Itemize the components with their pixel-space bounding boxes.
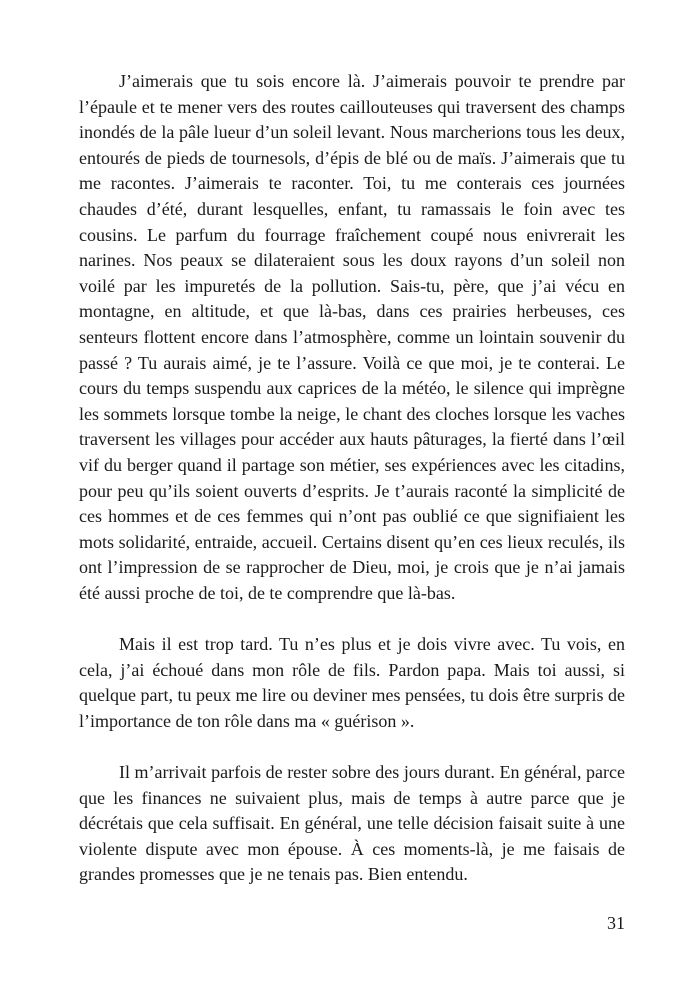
paragraph-3: Il m’arrivait parfois de rester sobre des jours durant. En général, parce que les finances ne suivaient plus, mais de temps à autre parce que je décrétais que cela suffisait. En général, une telle décision faisait suite à une violente dispute avec mon épouse. À ces moments-là, je me faisais de grandes promesses que je ne tenais pas. Bien entendu. [79, 762, 625, 885]
page-number: 31 [607, 913, 625, 933]
paragraph-1: J’aimerais que tu sois encore là. J’aimerais pouvoir te prendre par l’épaule et te mener vers des routes caillouteuses qui traversent des champs inondés de la pâle lueur d’un soleil levant. Nous marcherions tous les deux, entourés de pieds de tournesols, d’épis de blé ou de maïs. J’aimerais que tu me racontes. J’aimerais te raconter. Toi, tu me conterais ces journées chaudes d’été, durant lesquelles, enfant, tu ramassais le foin avec tes cousins. Le parfum du fourrage fraîchement coupé nous enivrerait les narines. Nos peaux se dilateraient sous les doux rayons d’un soleil non voilé par les impuretés de la pollution. Sais-tu, père, que j’ai vécu en montagne, en altitude, et que là-bas, dans ces prairies herbeuses, ces senteurs flottent encore dans l’atmosphère, comme un lointain souvenir du passé ? Tu aurais aimé, je te l’assure. Voilà ce que moi, je te conterai. Le cours du temps suspendu aux caprices de la météo, le silence qui imprègne les sommets lorsque tombe la neige, le chant des cloches lorsque les vaches traversent les villages pour accéder aux hauts pâturages, la fierté dans l’œil vif du berger quand il partage son métier, ses expériences avec les citadins, pour peu qu’ils soient ouverts d’esprits. Je t’aurais raconté la simplicité de ces hommes et de ces femmes qui n’ont pas oublié ce que signifiaient les mots solidarité, entraide, accueil. Certains disent qu’en ces lieux reculés, ils ont l’impression de se rapprocher de Dieu, moi, je crois que je n’ai jamais été aussi proche de toi, de te comprendre que là-bas. [79, 71, 625, 603]
paragraph-2: Mais il est trop tard. Tu n’es plus et je dois vivre avec. Tu vois, en cela, j’ai échoué dans mon rôle de fils. Pardon papa. Mais toi aussi, si quelque part, tu peux me lire ou deviner mes pensées, tu dois être surpris de l’importance de ton rôle dans ma « guérison ». [79, 634, 625, 731]
page-body [79, 69, 625, 888]
